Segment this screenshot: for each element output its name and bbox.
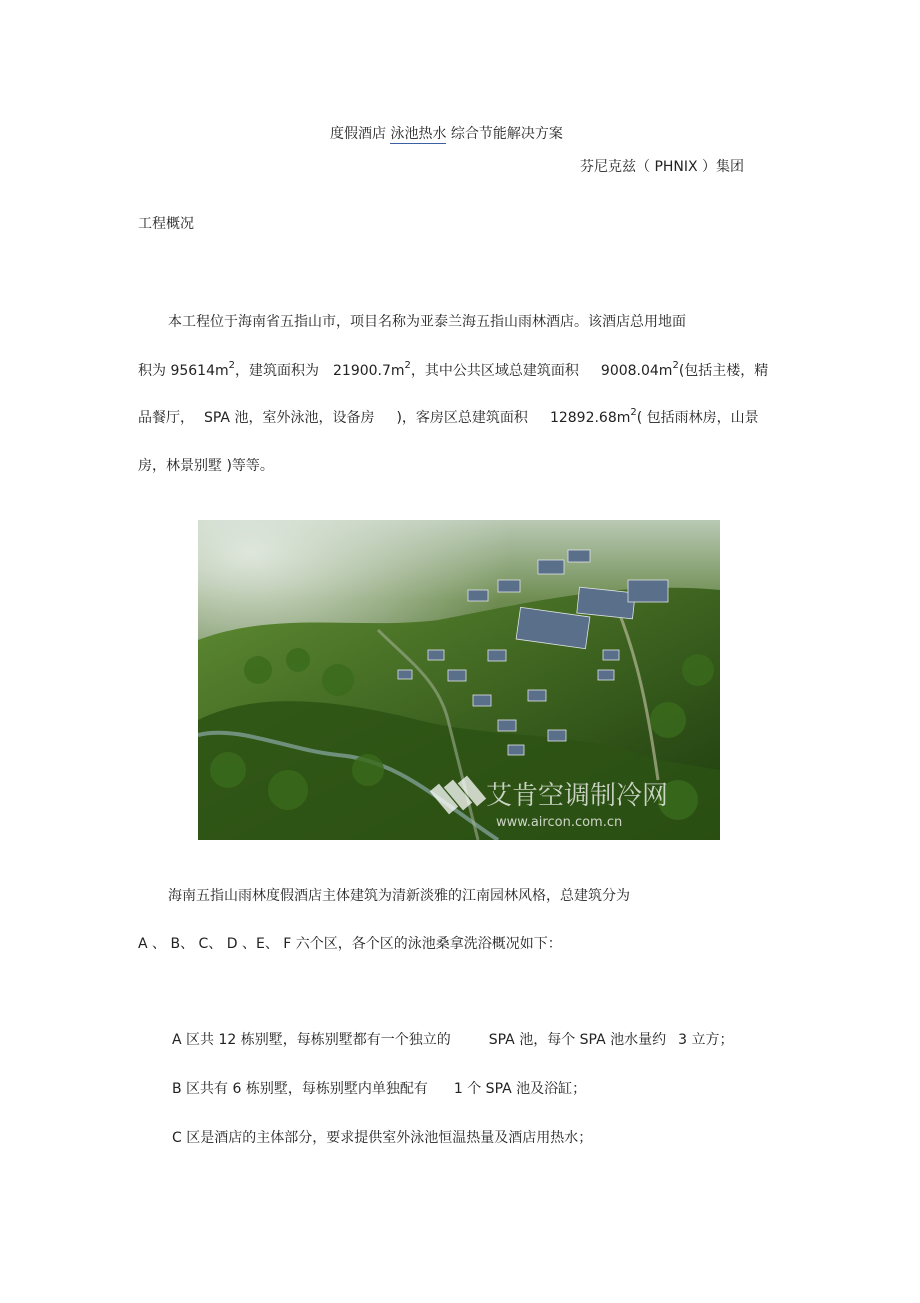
paragraph-line-2	[138, 361, 768, 381]
list-item-zone-c: C 区是酒店的主体部分，要求提供室外泳池恒温热量及酒店用热水；	[172, 1130, 593, 1146]
title-part-3: 综合节能解决方案	[450, 126, 563, 142]
building-area-label: ，建筑面积为	[235, 363, 319, 379]
superscript: 2	[228, 360, 235, 371]
author-line: 芬尼克兹（ PHNIX ）集团	[580, 159, 745, 175]
text-segment: SPA 池，室外泳池，设备房	[204, 410, 375, 426]
text-segment: SPA 池，每个 SPA 池水量约	[488, 1032, 667, 1048]
text-segment: ( 包括雨林房，山景	[636, 410, 759, 426]
text-segment: 品餐厅，	[138, 410, 194, 426]
paragraph-line-6: A 、 B、 C、 D 、E、 F 六个区，各个区的泳池桑拿洗浴概况如下：	[138, 936, 562, 952]
watermark-cn: 艾肯空调制冷网	[486, 781, 669, 811]
superscript: 2	[672, 360, 679, 371]
resort-aerial-image	[198, 520, 720, 840]
list-item-zone-a	[172, 1030, 733, 1050]
text-segment: 3 立方；	[678, 1032, 734, 1048]
text-segment: B 区共有 6 栋别墅，每栋别墅内单独配有	[172, 1081, 428, 1097]
title-part-1: 度假酒店	[330, 126, 386, 142]
text-segment: )，客房区总建筑面积	[396, 410, 528, 426]
superscript: 2	[630, 407, 637, 418]
public-area-label: ，其中公共区域总建筑面积	[410, 363, 579, 379]
text-segment: A 区共 12 栋别墅，每栋别墅都有一个独立的	[172, 1032, 451, 1048]
land-area-label: 积为 95614m	[138, 363, 229, 379]
public-area-value: 9008.04m	[600, 363, 673, 379]
watermark-url: www.aircon.com.cn	[496, 815, 623, 830]
superscript: 2	[404, 360, 411, 371]
paragraph-line-3	[138, 408, 759, 428]
public-area-detail: (包括主楼，精	[678, 363, 769, 379]
guest-area-value: 12892.68m	[549, 410, 631, 426]
list-item-zone-b	[172, 1079, 586, 1099]
paragraph-line-5: 海南五指山雨林度假酒店主体建筑为清新淡雅的江南园林风格，总建筑分为	[168, 888, 630, 904]
title-link-pool-hot-water[interactable]: 泳池热水	[390, 126, 447, 142]
section-heading: 工程概况	[138, 216, 194, 232]
building-area-value: 21900.7m	[333, 363, 405, 379]
paragraph-line-4: 房，林景别墅 )等等。	[138, 458, 274, 474]
document-title	[330, 124, 563, 144]
paragraph-line-1: 本工程位于海南省五指山市，项目名称为亚泰兰海五指山雨林酒店。该酒店总用地面	[168, 314, 686, 330]
text-segment: 1 个 SPA 池及浴缸；	[453, 1081, 587, 1097]
